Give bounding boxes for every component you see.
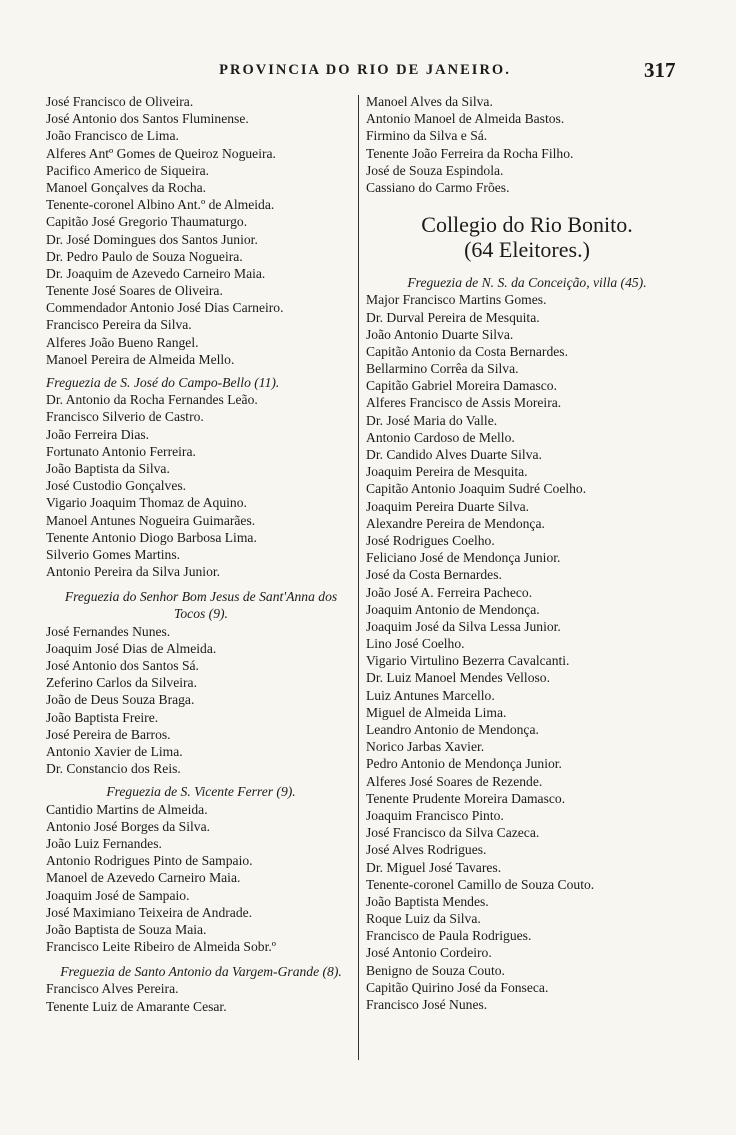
name-entry: Bellarmino Corrêa da Silva. (366, 361, 519, 377)
list-conceicao (366, 291, 688, 1013)
name-entry: João Francisco de Lima. (46, 128, 179, 144)
name-entry: José Rodrigues Coelho. (366, 532, 495, 548)
left-column (46, 93, 356, 1015)
right-column (366, 93, 688, 1013)
name-entry: João Luiz Fernandes. (46, 835, 162, 851)
name-entry: Francisco Silverio de Castro. (46, 409, 204, 425)
name-entry: Zeferino Carlos da Silveira. (46, 675, 197, 691)
name-entry: Tenente Antonio Diogo Barbosa Lima. (46, 529, 257, 545)
name-entry: Joaquim José Dias de Almeida. (46, 640, 217, 656)
name-entry: Vigario Virtulino Bezerra Cavalcanti. (366, 653, 570, 669)
name-entry: Joaquim José de Sampaio. (46, 887, 190, 903)
name-entry: Francisco Leite Ribeiro de Almeida Sobr.º (46, 939, 276, 955)
name-entry: José Antonio dos Santos Fluminense. (46, 111, 249, 127)
name-entry: Alferes José Soares de Rezende. (366, 773, 543, 789)
name-entry: Cassiano do Carmo Frões. (366, 179, 510, 195)
name-entry: Tenente-coronel Albino Ant.º de Almeida. (46, 197, 275, 213)
name-entry: Dr. Joaquim de Azevedo Carneiro Maia. (46, 265, 266, 281)
name-entry: Dr. Constancio dos Reis. (46, 761, 181, 777)
name-entry: José Pereira de Barros. (46, 726, 171, 742)
name-entry: Silverio Gomes Martins. (46, 546, 181, 562)
name-entry: Alferes João Bueno Rangel. (46, 334, 199, 350)
name-entry: Antonio Xavier de Lima. (46, 743, 183, 759)
name-entry: Luiz Antunes Marcello. (366, 687, 495, 703)
name-entry: Roque Luiz da Silva. (366, 911, 481, 927)
name-entry: Francisco José Nunes. (366, 997, 488, 1013)
name-entry: Joaquim Antonio de Mendonça. (366, 601, 540, 617)
section-heading-vargem-grande: Freguezia de Santo Antonio da Vargem-Grande (8). (60, 964, 342, 980)
name-entry: Lino José Coelho. (366, 636, 465, 652)
name-entry: Antonio José Borges da Silva. (46, 818, 211, 834)
list-vicente-ferrer (46, 801, 356, 956)
name-entry: Capitão Antonio da Costa Bernardes. (366, 343, 568, 359)
name-entry: Capitão José Gregorio Thaumaturgo. (46, 214, 248, 230)
name-entry: Capitão Gabriel Moreira Damasco. (366, 378, 557, 394)
name-entry: Dr. Durval Pereira de Mesquita. (366, 309, 540, 325)
name-entry: Pedro Antonio de Mendonça Junior. (366, 756, 562, 772)
name-entry: Antonio Pereira da Silva Junior. (46, 564, 221, 580)
list-vargem-grande (46, 980, 356, 1014)
name-entry: Alferes Francisco de Assis Moreira. (366, 395, 562, 411)
name-entry: Tenente Prudente Moreira Damasco. (366, 790, 566, 806)
name-entry: Dr. Miguel José Tavares. (366, 859, 502, 875)
name-entry: Dr. José Maria do Valle. (366, 412, 498, 428)
name-entry: Pacifico Americo de Siqueira. (46, 162, 210, 178)
name-entry: Joaquim Pereira Duarte Silva. (366, 498, 530, 514)
name-entry: Francisco Alves Pereira. (46, 981, 179, 997)
name-entry: João José A. Ferreira Pacheco. (366, 584, 533, 600)
right-block1 (366, 93, 688, 196)
name-entry: Dr. Candido Alves Duarte Silva. (366, 447, 542, 463)
name-entry: Joaquim Francisco Pinto. (366, 807, 504, 823)
name-entry: Manoel Pereira de Almeida Mello. (46, 351, 235, 367)
name-entry: João Baptista da Silva. (46, 460, 170, 476)
section-heading-tocos: Freguezia do Senhor Bom Jesus de Sant'Anna dos Tocos (9). (64, 589, 338, 622)
running-title: PROVINCIA DO RIO DE JANEIRO. (219, 62, 511, 78)
name-entry: Fortunato Antonio Ferreira. (46, 443, 196, 459)
name-entry: Joaquim José da Silva Lessa Junior. (366, 618, 561, 634)
name-entry: Joaquim Pereira de Mesquita. (366, 464, 528, 480)
name-entry: José Maximiano Teixeira de Andrade. (46, 904, 253, 920)
left-block1 (46, 93, 356, 368)
page-header (0, 58, 736, 86)
name-entry: João Baptista de Souza Maia. (46, 921, 207, 937)
name-entry: José Fernandes Nunes. (46, 623, 171, 639)
name-entry: João Ferreira Dias. (46, 426, 150, 442)
name-entry: Feliciano José de Mendonça Junior. (366, 550, 561, 566)
name-entry: Dr. Luiz Manoel Mendes Velloso. (366, 670, 550, 686)
name-entry: Francisco Pereira da Silva. (46, 317, 192, 333)
name-entry: José Francisco da Silva Cazeca. (366, 825, 540, 841)
name-entry: Alferes Antº Gomes de Queiroz Nogueira. (46, 145, 276, 161)
name-entry: Alexandre Pereira de Mendonça. (366, 515, 545, 531)
name-entry: José de Souza Espindola. (366, 162, 504, 178)
name-entry: João de Deus Souza Braga. (46, 692, 195, 708)
name-entry: Antonio Cardoso de Mello. (366, 429, 515, 445)
college-title: Collegio do Rio Bonito. (421, 212, 633, 238)
list-tocos (46, 623, 356, 778)
column-divider (358, 95, 359, 1060)
list-campo-bello (46, 391, 356, 580)
name-entry: Dr. Pedro Paulo de Souza Nogueira. (46, 248, 243, 264)
section-heading-vicente-ferrer: Freguezia de S. Vicente Ferrer (9). (106, 784, 296, 800)
name-entry: José Alves Rodrigues. (366, 842, 487, 858)
name-entry: Dr. José Domingues dos Santos Junior. (46, 231, 258, 247)
section-heading-conceicao: Freguezia de N. S. da Conceição, villa (45). (407, 275, 647, 291)
name-entry: Vigario Joaquim Thomaz de Aquino. (46, 495, 247, 511)
name-entry: José Francisco de Oliveira. (46, 94, 194, 109)
name-entry: Francisco de Paula Rodrigues. (366, 928, 532, 944)
page-number: 317 (644, 58, 676, 82)
name-entry: Commendador Antonio José Dias Carneiro. (46, 300, 284, 316)
name-entry: José da Costa Bernardes. (366, 567, 502, 583)
name-entry: Major Francisco Martins Gomes. (366, 292, 547, 308)
name-entry: Norico Jarbas Xavier. (366, 739, 485, 755)
name-entry: Benigno de Souza Couto. (366, 962, 505, 978)
name-entry: Firmino da Silva e Sá. (366, 128, 488, 144)
name-entry: Antonio Manoel de Almeida Bastos. (366, 111, 565, 127)
name-entry: João Baptista Freire. (46, 709, 159, 725)
name-entry: José Antonio dos Santos Sá. (46, 658, 199, 674)
name-entry: Manoel de Azevedo Carneiro Maia. (46, 870, 241, 886)
name-entry: João Antonio Duarte Silva. (366, 326, 514, 342)
name-entry: Leandro Antonio de Mendonça. (366, 722, 539, 738)
section-heading-campo-bello: Freguezia de S. José do Campo-Bello (11). (46, 375, 280, 390)
name-entry: José Antonio Cordeiro. (366, 945, 492, 961)
name-entry: Cantidio Martins de Almeida. (46, 801, 208, 817)
name-entry: Manoel Alves da Silva. (366, 94, 493, 109)
name-entry: Capitão Antonio Joaquim Sudré Coelho. (366, 481, 587, 497)
name-entry: Antonio Rodrigues Pinto de Sampaio. (46, 853, 253, 869)
name-entry: Dr. Antonio da Rocha Fernandes Leão. (46, 392, 258, 408)
name-entry: José Custodio Gonçalves. (46, 478, 187, 494)
name-entry: Miguel de Almeida Lima. (366, 704, 507, 720)
name-entry: Tenente José Soares de Oliveira. (46, 283, 223, 299)
name-entry: Tenente-coronel Camillo de Souza Couto. (366, 876, 595, 892)
name-entry: Manoel Antunes Nogueira Guimarães. (46, 512, 256, 528)
name-entry: Manoel Gonçalves da Rocha. (46, 179, 207, 195)
name-entry: Tenente João Ferreira da Rocha Filho. (366, 145, 574, 161)
name-entry: João Baptista Mendes. (366, 893, 489, 909)
college-subtitle: (64 Eleitores.) (464, 237, 590, 263)
name-entry: Capitão Quirino José da Fonseca. (366, 979, 549, 995)
name-entry: Tenente Luiz de Amarante Cesar. (46, 998, 227, 1014)
